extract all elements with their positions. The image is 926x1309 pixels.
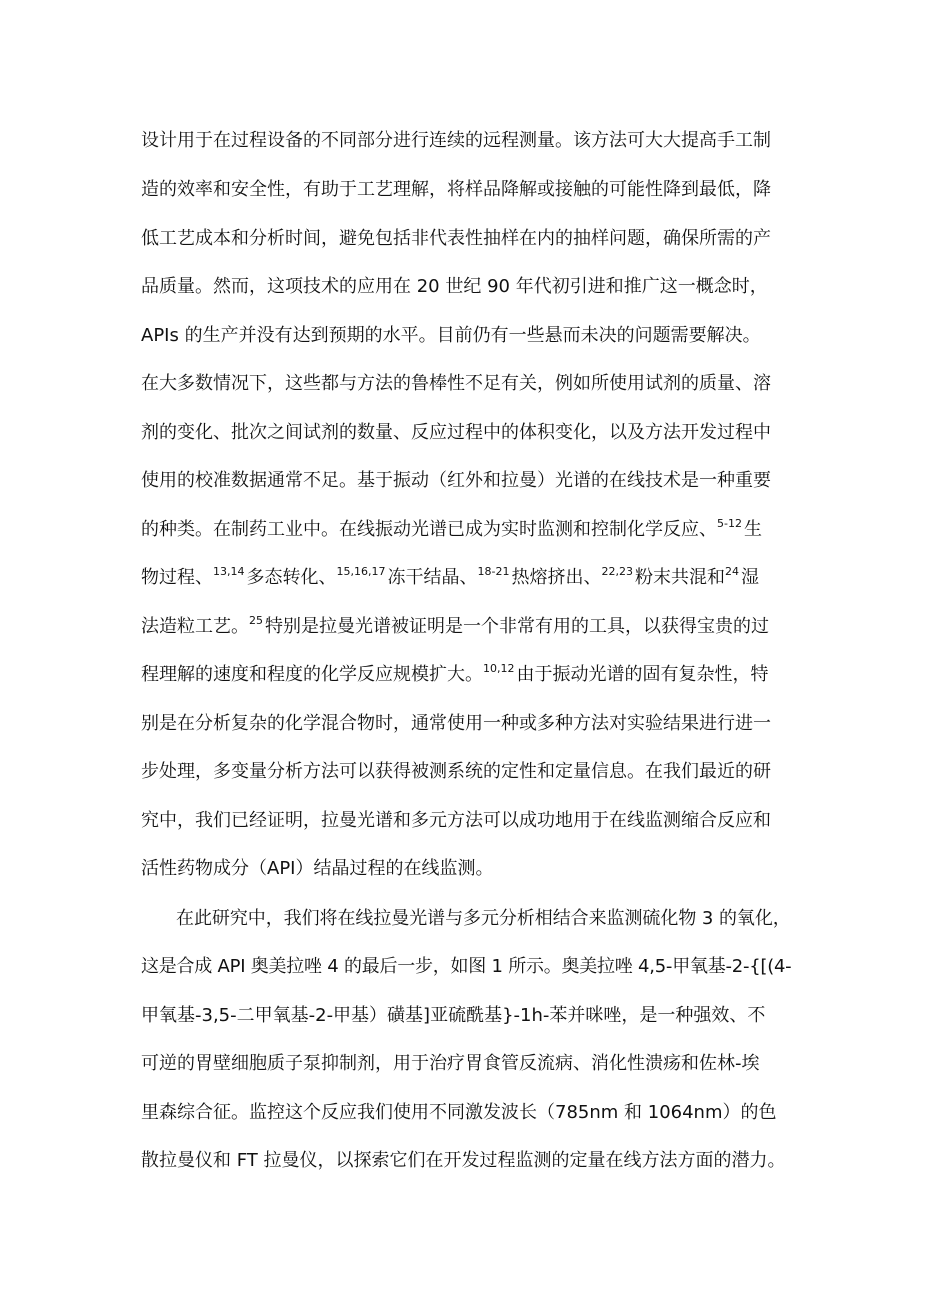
text-line xyxy=(141,222,791,256)
text-segment: 使用的校准数据通常不足。基于振动（红外和拉曼）光谱的在线技术是一种重要 xyxy=(141,470,771,491)
text-segment: 活性药物成分（API）结晶过程的在线监测。 xyxy=(141,858,494,879)
text-line xyxy=(141,999,791,1033)
text-segment: 在此研究中，我们将在线拉曼光谱与多元分析相结合来监测硫化物 3 的氧化， xyxy=(176,908,791,929)
text-line xyxy=(141,610,791,644)
text-segment: 在大多数情况下，这些都与方法的鲁棒性不足有关，例如所使用试剂的质量、溶 xyxy=(141,373,771,394)
text-line xyxy=(141,319,791,353)
text-line xyxy=(141,367,791,401)
text-line xyxy=(141,513,791,547)
text-line xyxy=(141,950,791,984)
text-segment: 步处理，多变量分析方法可以获得被测系统的定性和定量信息。在我们最近的研 xyxy=(141,761,771,782)
text-segment: 粉末共混和 xyxy=(634,567,725,588)
text-segment: 的种类。在制药工业中。在线振动光谱已成为实时监测和控制化学反应、 xyxy=(141,519,717,540)
text-line xyxy=(141,707,791,741)
citation-superscript: 15,16,17 xyxy=(336,565,386,578)
text-segment: 多态转化、 xyxy=(246,567,337,588)
text-segment: 冻干结晶、 xyxy=(387,567,478,588)
text-line xyxy=(141,464,791,498)
citation-superscript: 25 xyxy=(249,614,263,627)
text-segment: 特别是拉曼光谱被证明是一个非常有用的工具，以获得宝贵的过 xyxy=(265,616,769,637)
text-segment: 法造粒工艺。 xyxy=(141,616,249,637)
citation-superscript: 18-21 xyxy=(477,565,510,578)
text-segment: 设计用于在过程设备的不同部分进行连续的远程测量。该方法可大大提高手工制 xyxy=(141,130,771,151)
text-line xyxy=(141,270,791,304)
text-segment: APIs 的生产并没有达到预期的水平。目前仍有一些悬而未决的问题需要解决。 xyxy=(141,325,761,346)
text-segment: 低工艺成本和分析时间，避免包括非代表性抽样在内的抽样问题，确保所需的产 xyxy=(141,228,771,249)
text-segment: 造的效率和安全性，有助于工艺理解，将样品降解或接触的可能性降到最低，降 xyxy=(141,179,771,200)
citation-superscript: 22,23 xyxy=(601,565,633,578)
text-segment: 程理解的速度和程度的化学反应规模扩大。 xyxy=(141,664,483,685)
text-line xyxy=(141,416,791,450)
text-line xyxy=(141,124,791,158)
text-segment: 品质量。然而，这项技术的应用在 20 世纪 90 年代初引进和推广这一概念时， xyxy=(141,276,768,297)
paragraph-first-line xyxy=(176,902,791,936)
text-line xyxy=(141,1096,791,1130)
text-segment: 由于振动光谱的固有复杂性，特 xyxy=(516,664,769,685)
text-segment: 里森综合征。监控这个反应我们使用不同激发波长（785nm 和 1064nm）的色 xyxy=(141,1102,777,1123)
text-segment: 可逆的胃壁细胞质子泵抑制剂，用于治疗胃食管反流病、消化性溃疡和佐林-埃 xyxy=(141,1053,760,1074)
text-line xyxy=(141,1047,791,1081)
text-segment: 物过程、 xyxy=(141,567,213,588)
text-line xyxy=(141,173,791,207)
citation-superscript: 13,14 xyxy=(213,565,245,578)
text-line xyxy=(141,561,791,595)
text-line xyxy=(141,1144,791,1178)
text-segment: 生 xyxy=(743,519,762,540)
text-line xyxy=(141,755,791,789)
text-line xyxy=(141,658,791,692)
citation-superscript: 24 xyxy=(724,565,739,578)
text-segment: 别是在分析复杂的化学混合物时，通常使用一种或多种方法对实验结果进行进一 xyxy=(141,713,771,734)
citation-superscript: 5-12 xyxy=(717,517,742,530)
text-segment: 热熔挤出、 xyxy=(511,567,602,588)
text-segment: 这是合成 API 奥美拉唑 4 的最后一步，如图 1 所示。奥美拉唑 4,5-甲氧基-2-{[(4- xyxy=(141,956,792,977)
text-segment: 究中，我们已经证明，拉曼光谱和多元方法可以成功地用于在线监测缩合反应和 xyxy=(141,810,771,831)
text-line xyxy=(141,852,791,886)
text-segment: 剂的变化、批次之间试剂的数量、反应过程中的体积变化，以及方法开发过程中 xyxy=(141,422,771,443)
text-segment: 甲氧基-3,5-二甲氧基-2-甲基）磺基]亚硫酰基}-1h-苯并咪唑，是一种强效、不 xyxy=(141,1005,766,1026)
text-segment: 湿 xyxy=(740,567,759,588)
citation-superscript: 10,12 xyxy=(483,662,515,675)
text-line xyxy=(141,804,791,838)
text-segment: 散拉曼仪和 FT 拉曼仪，以探索它们在开发过程监测的定量在线方法方面的潜力。 xyxy=(141,1150,786,1171)
